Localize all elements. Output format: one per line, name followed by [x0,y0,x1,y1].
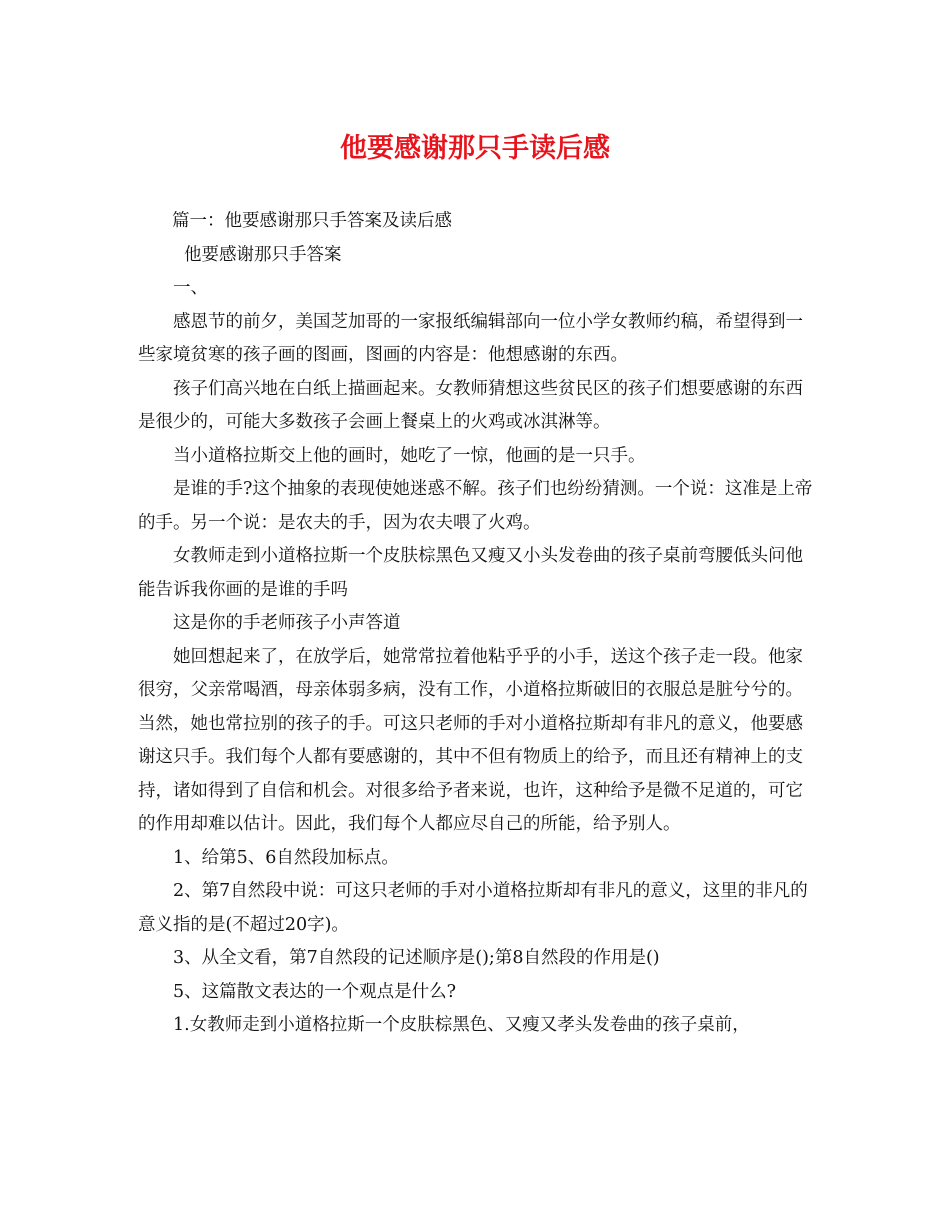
subheading: 他要感谢那只手答案 [184,244,342,265]
paragraph: 是谁的手?这个抽象的表现使她迷惑不解。孩子们也纷纷猜测。一个说：这准是上帝的手。另一个说：是农夫的手，因为农夫喂了火鸡。 [138,479,813,533]
question-item: 2、第7自然段中说：可这只老师的手对小道格拉斯却有非凡的意义，这里的非凡的意义指的是(不超过20字)。 [138,881,808,935]
paragraph: 孩子们高兴地在白纸上描画起来。女教师猜想这些贫民区的孩子们想要感谢的东西是很少的，可能大多数孩子会画上餐桌上的火鸡或冰淇淋等。 [138,378,803,432]
paragraph: 感恩节的前夕，美国芝加哥的一家报纸编辑部向一位小学女教师约稿，希望得到一些家境贫寒的孩子画的图画，图画的内容是：他想感谢的东西。 [138,311,803,365]
question-item: 1、给第5、6自然段加标点。 [173,847,399,868]
paragraph: 当小道格拉斯交上他的画时，她吃了一惊，他画的是一只手。 [173,445,646,466]
question-item: 5、这篇散文表达的一个观点是什么? [173,981,457,1002]
paragraph: 这是你的手老师孩子小声答道 [173,613,401,633]
section-heading: 篇一：他要感谢那只手答案及读后感 [172,211,452,231]
document-body [138,205,814,1043]
question-item: 3、从全文看，第7自然段的记述顺序是();第8自然段的作用是() [173,948,660,968]
document-title: 他要感谢那只手读后感 [340,133,610,164]
paragraph: 女教师走到小道格拉斯一个皮肤棕黑色又瘦又小头发卷曲的孩子桌前弯腰低头问他能告诉我你画的是谁的手吗 [138,546,803,600]
answer-item: 1.女教师走到小道格拉斯一个皮肤棕黑色、又瘦又孝头发卷曲的孩子桌前， [173,1015,750,1035]
paragraph: 她回想起来了，在放学后，她常常拉着他粘乎乎的小手，送这个孩子走一段。他家很穷，父亲常喝酒，母亲体弱多病，没有工作，小道格拉斯破旧的衣服总是脏兮兮的。当然，她也常拉别的孩子的手。可这只老师的手对小道格拉斯却有非凡的意义，他要感谢这只手。我们每个人都有要感谢的，其中不但有物质上的给予，而且还有精神上的支持，诸如得到了自信和机会。对很多给予者来说，也许，这种给予是微不足道的，可它的作用却难以估计。因此，我们每个人都应尽自己的所能，给予别人。 [138,646,803,834]
section-number: 一、 [173,278,208,298]
